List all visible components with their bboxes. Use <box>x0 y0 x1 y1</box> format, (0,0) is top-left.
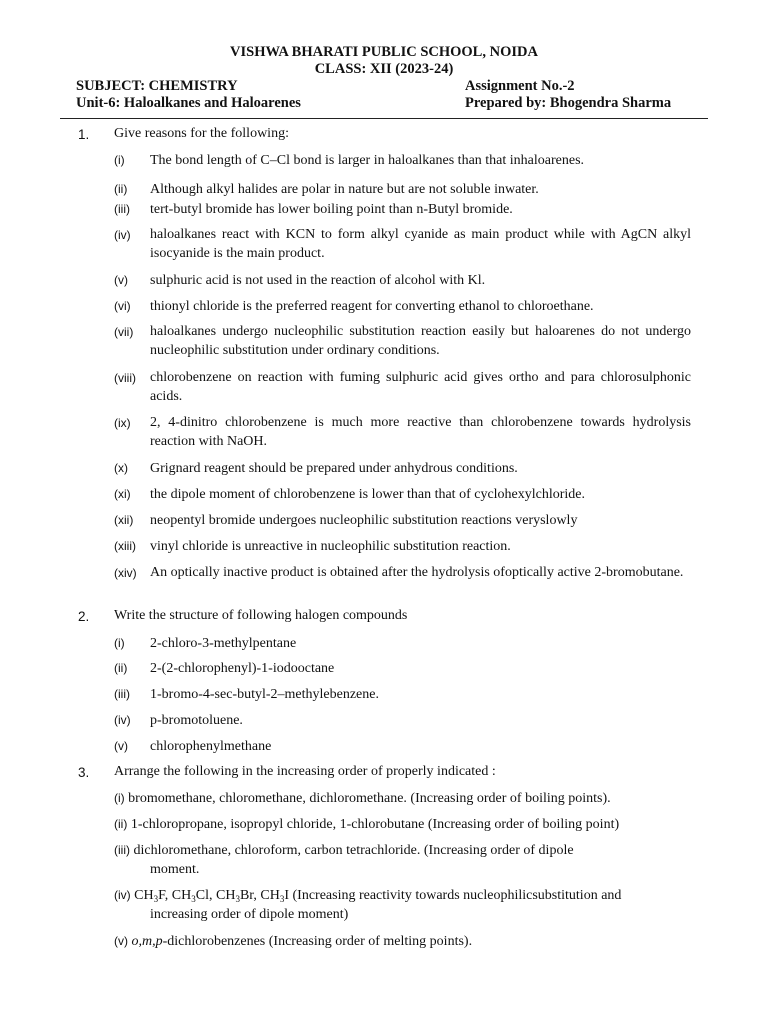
q1-item-roman: (x) <box>114 461 128 475</box>
q1-item-roman: (vi) <box>114 299 131 313</box>
q1-item-text: the dipole moment of chlorobenzene is lower than that of cyclohexylchloride. <box>150 487 586 502</box>
subject-label: SUBJECT: CHEMISTRY <box>76 78 238 94</box>
q1-item-text: vinyl chloride is unreactive in nucleophilic substitution reaction. <box>150 539 511 554</box>
q3-italic-term: o,m,p <box>131 934 163 949</box>
q3-item <box>114 789 692 808</box>
q1-item-roman: (xiii) <box>114 539 136 553</box>
q3-subscript: 3 <box>235 894 240 904</box>
q1-item-roman: (xii) <box>114 513 134 527</box>
header-divider <box>60 118 708 119</box>
prepared-by: Prepared by: Bhogendra Sharma <box>465 95 672 111</box>
q2-item-roman: (ii) <box>114 661 128 675</box>
question-2-number: 2. <box>78 609 90 624</box>
q2-item-text: p-bromotoluene. <box>150 713 243 728</box>
q2-item-roman: (v) <box>114 739 128 753</box>
q3-item-text: I (Increasing reactivity towards nucleophilicsubstitution and <box>284 888 622 903</box>
q3-item-roman: (v) <box>114 934 128 948</box>
q1-item-roman: (vii) <box>114 325 134 339</box>
q1-item-text: 2, 4-dinitro chlorobenzene is much more reactive than chlorobenzene towards hydrolysis reaction with NaOH. <box>150 415 691 449</box>
q1-item-roman: (xi) <box>114 487 131 501</box>
q3-item-continuation: increasing order of dipole moment) <box>150 907 349 922</box>
q2-item-text: chlorophenylmethane <box>150 739 272 754</box>
q1-item-text: haloalkanes react with KCN to form alkyl cyanide as main product while with AgCN alkyl isocyanide is the main product. <box>150 227 691 261</box>
q1-item-text: tert-butyl bromide has lower boiling point than n-Butyl bromide. <box>150 202 513 217</box>
q3-subscript: 3 <box>279 894 285 904</box>
q1-item-roman: (v) <box>114 273 128 287</box>
q3-formula-part: Cl, CH <box>195 888 236 903</box>
assignment-number: Assignment No.-2 <box>465 78 575 94</box>
q2-item-text: 2-(2-chlorophenyl)-1-iodooctane <box>150 661 335 676</box>
q1-item-text: neopentyl bromide undergoes nucleophilic substitution reactions veryslowly <box>150 513 578 528</box>
q3-item <box>114 815 692 834</box>
q1-item-text: The bond length of C–Cl bond is larger in haloalkanes than that inhaloarenes. <box>150 153 585 168</box>
question-1-number: 1. <box>78 127 90 142</box>
q2-item-roman: (i) <box>114 636 125 650</box>
q3-item-roman: (iii) <box>114 843 130 857</box>
question-2-text: Write the structure of following halogen compounds <box>114 608 408 623</box>
q3-item-roman: (iv) <box>114 888 131 902</box>
q1-item-text: haloalkanes undergo nucleophilic substitution reaction easily but haloarenes do not undergo nucleophilic substitution under ordinary conditions. <box>150 324 691 358</box>
q2-item-roman: (iv) <box>114 713 131 727</box>
school-name: VISHWA BHARATI PUBLIC SCHOOL, NOIDA <box>230 44 538 60</box>
q3-formula-part: Br, CH <box>239 888 280 903</box>
q1-item-text: chlorobenzene on reaction with fuming sulphuric acid gives ortho and para chlorosulphonic acids. <box>150 370 691 404</box>
q3-item <box>114 886 692 924</box>
q3-formula-part: F, CH <box>158 888 192 903</box>
unit-title: Unit-6: Haloalkanes and Haloarenes <box>76 95 301 111</box>
q2-item-text: 2-chloro-3-methylpentane <box>150 636 297 651</box>
q1-item-roman: (iv) <box>114 228 131 242</box>
q1-item-text: An optically inactive product is obtained after the hydrolysis ofoptically active 2-bromobutane. <box>150 565 684 580</box>
q1-item-roman: (viii) <box>114 371 136 385</box>
q1-item-text: sulphuric acid is not used in the reaction of alcohol with Kl. <box>150 273 486 288</box>
q3-subscript: 3 <box>191 894 196 904</box>
q3-formula-part: CH <box>134 888 154 903</box>
q1-item-roman: (ii) <box>114 182 128 196</box>
q3-item <box>114 932 692 951</box>
q1-item-roman: (ix) <box>114 416 131 430</box>
q1-item-roman: (i) <box>114 153 125 167</box>
q3-item <box>114 841 692 879</box>
q1-item-text: Although alkyl halides are polar in nature but are not soluble inwater. <box>150 182 539 197</box>
q1-item-text: thionyl chloride is the preferred reagent for converting ethanol to chloroethane. <box>150 299 594 314</box>
question-1-text: Give reasons for the following: <box>114 126 289 141</box>
q2-item-text: 1-bromo-4-sec-butyl-2–methylebenzene. <box>150 687 379 702</box>
q3-item-text: 1-chloropropane, isopropyl chloride, 1-chlorobutane (Increasing order of boiling point) <box>130 817 620 832</box>
q1-item-roman: (iii) <box>114 202 130 216</box>
q3-item-roman: (i) <box>114 791 125 805</box>
q3-item-text: -dichlorobenzenes (Increasing order of melting points). <box>162 934 473 949</box>
question-3-number: 3. <box>78 765 90 780</box>
q3-item-roman: (ii) <box>114 817 128 831</box>
class-line: CLASS: XII (2023-24) <box>314 61 454 77</box>
q3-subscript: 3 <box>153 894 159 904</box>
question-3-text: Arrange the following in the increasing order of properly indicated : <box>114 764 496 779</box>
q1-item-roman: (xiv) <box>114 566 137 580</box>
q3-item-continuation: moment. <box>150 862 200 877</box>
q3-item-text: dichloromethane, chloroform, carbon tetrachloride. (Increasing order of dipole <box>133 843 574 858</box>
q1-item-text: Grignard reagent should be prepared under anhydrous conditions. <box>150 461 518 476</box>
q2-item-roman: (iii) <box>114 687 130 701</box>
q3-item-text: bromomethane, chloromethane, dichloromethane. (Increasing order of boiling points). <box>128 791 611 806</box>
